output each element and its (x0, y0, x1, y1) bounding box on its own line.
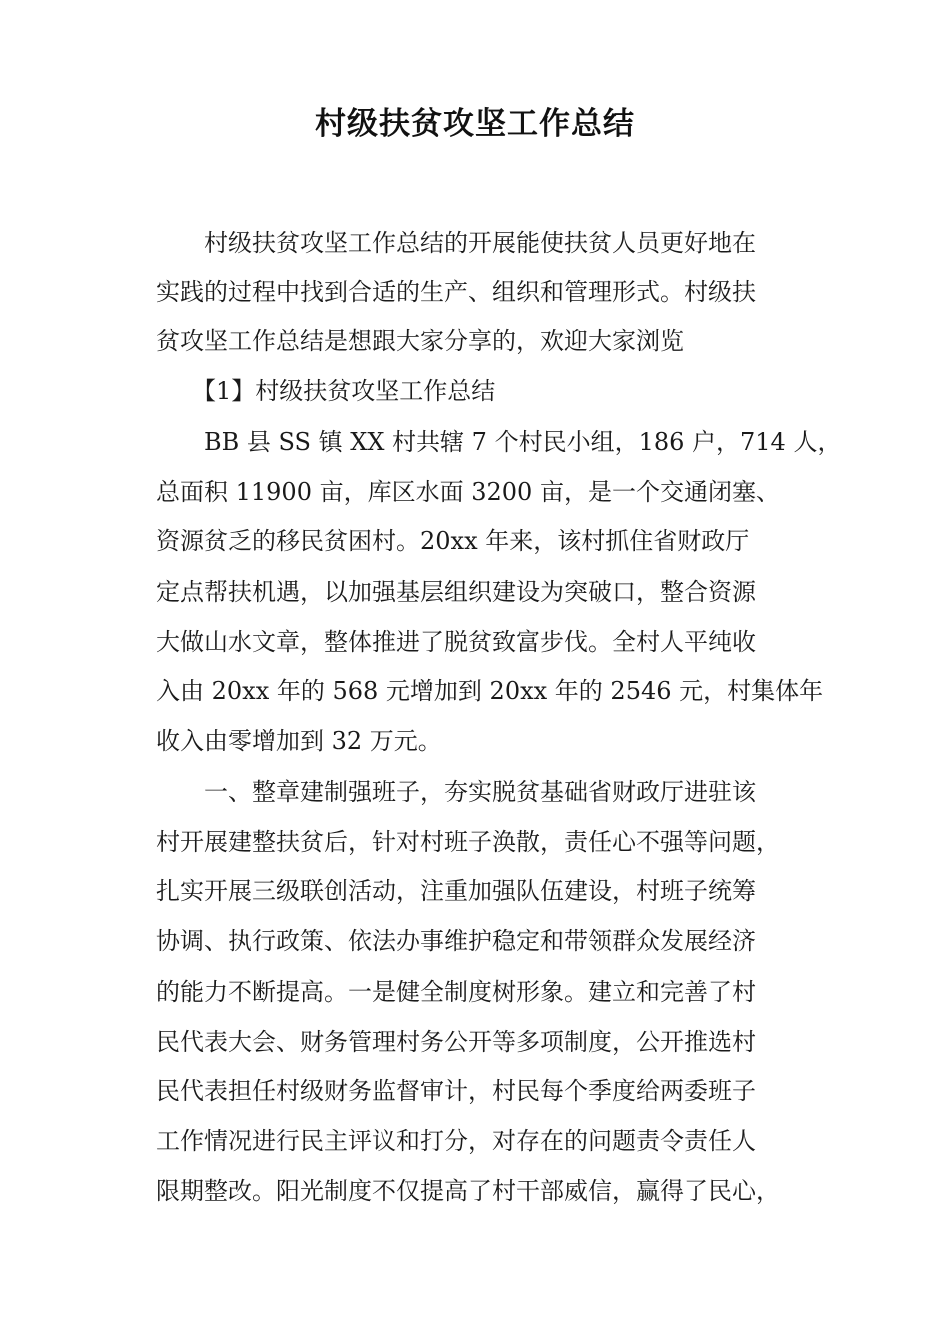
paragraph-line: 大做山水文章，整体推进了脱贫致富步伐。全村人平纯收 (156, 628, 756, 656)
paragraph-line: 一、整章建制强班子，夯实脱贫基础省财政厅进驻该 (156, 778, 756, 806)
section-heading: 【1】村级扶贫攻坚工作总结 (156, 377, 496, 405)
paragraph-line: 定点帮扶机遇，以加强基层组织建设为突破口，整合资源 (156, 578, 756, 606)
paragraph-line: 的能力不断提高。一是健全制度树形象。建立和完善了村 (156, 978, 756, 1006)
paragraph-line: 村开展建整扶贫后，针对村班子涣散，责任心不强等问题， (156, 828, 780, 856)
document-title: 村级扶贫攻坚工作总结 (315, 106, 635, 142)
paragraph-line: 限期整改。阳光制度不仅提高了村干部威信，赢得了民心， (156, 1177, 780, 1205)
paragraph-line: 扎实开展三级联创活动，注重加强队伍建设，村班子统筹 (156, 877, 756, 905)
paragraph-line: 贫攻坚工作总结是想跟大家分享的，欢迎大家浏览 (156, 327, 684, 355)
paragraph-line: 民代表担任村级财务监督审计，村民每个季度给两委班子 (156, 1077, 756, 1105)
paragraph-line: 资源贫乏的移民贫困村。20xx 年来，该村抓住省财政厅 (156, 527, 750, 555)
paragraph-line: 总面积 11900 亩，库区水面 3200 亩，是一个交通闭塞、 (156, 478, 780, 506)
paragraph-line: BB 县 SS 镇 XX 村共辖 7 个村民小组，186 户，714 人， (156, 428, 842, 456)
paragraph-line: 实践的过程中找到合适的生产、组织和管理形式。村级扶 (156, 278, 756, 306)
paragraph-line: 民代表大会、财务管理村务公开等多项制度，公开推选村 (156, 1028, 756, 1056)
paragraph-line: 村级扶贫攻坚工作总结的开展能使扶贫人员更好地在 (156, 229, 756, 257)
paragraph-line: 工作情况进行民主评议和打分，对存在的问题责令责任人 (156, 1127, 756, 1155)
paragraph-line: 收入由零增加到 32 万元。 (156, 727, 442, 755)
paragraph-line: 入由 20xx 年的 568 元增加到 20xx 年的 2546 元，村集体年 (156, 677, 824, 705)
paragraph-line: 协调、执行政策、依法办事维护稳定和带领群众发展经济 (156, 927, 756, 955)
